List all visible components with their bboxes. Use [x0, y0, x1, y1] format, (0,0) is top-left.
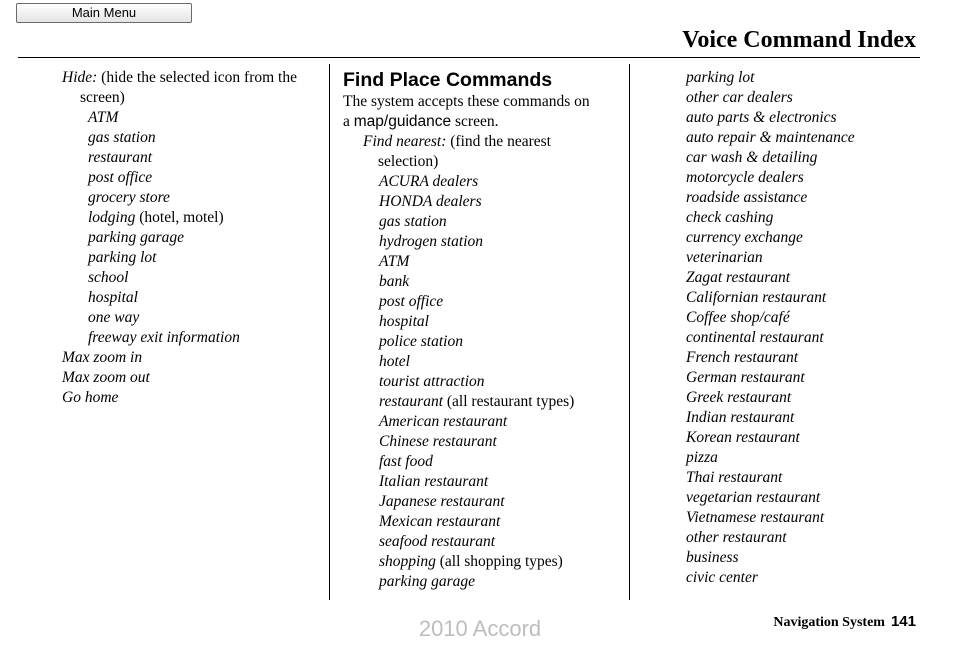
find-item: roadside assistance — [686, 189, 808, 206]
command-go-home: Go home — [62, 389, 119, 406]
header-rule — [18, 57, 920, 58]
hide-item-gas-station: gas station — [88, 129, 156, 146]
find-item: Thai restaurant — [686, 469, 783, 486]
find-item: Vietnamese restaurant — [686, 509, 825, 526]
hide-item-one-way: one way — [88, 309, 140, 326]
find-item-shopping — [343, 552, 625, 572]
hide-description-cont: screen) — [80, 89, 125, 106]
find-nearest-command — [343, 132, 625, 152]
hide-item-post-office: post office — [88, 169, 153, 186]
left-column — [62, 68, 324, 408]
find-item: other car dealers — [686, 89, 793, 106]
find-item: German restaurant — [686, 369, 805, 386]
find-item: Greek restaurant — [686, 389, 792, 406]
find-item: Chinese restaurant — [379, 433, 497, 450]
find-item: Italian restaurant — [379, 473, 489, 490]
find-nearest-description: (find the nearest — [450, 133, 551, 150]
command-max-zoom-in: Max zoom in — [62, 349, 143, 366]
hide-item-freeway-exit: freeway exit information — [88, 329, 240, 346]
hide-item-atm: ATM — [88, 109, 119, 126]
find-item: hotel — [379, 353, 410, 370]
find-item: ATM — [379, 253, 410, 270]
hide-item-hospital: hospital — [88, 289, 138, 306]
middle-column — [343, 68, 625, 592]
find-item: Korean restaurant — [686, 429, 800, 446]
find-item-restaurant — [343, 392, 625, 412]
hide-item-parking-garage: parking garage — [88, 229, 185, 246]
intro-line-1: The system accepts these commands on — [343, 93, 590, 110]
intro-line-2 — [343, 112, 625, 132]
hide-item-school: school — [88, 269, 129, 286]
hide-command — [62, 68, 324, 88]
find-item: civic center — [686, 569, 758, 586]
find-item: Indian restaurant — [686, 409, 795, 426]
find-nearest-term: Find nearest: — [363, 133, 447, 150]
find-item: hospital — [379, 313, 429, 330]
find-item: American restaurant — [379, 413, 508, 430]
map-guidance-link[interactable]: map/guidance — [353, 113, 452, 130]
find-item: parking garage — [379, 573, 476, 590]
page-title: Voice Command Index — [682, 27, 916, 53]
find-item: Zagat restaurant — [686, 269, 791, 286]
find-item: ACURA dealers — [379, 173, 479, 190]
find-item: fast food — [379, 453, 433, 470]
lodging-note: (hotel, motel) — [139, 209, 224, 226]
find-item: parking lot — [686, 69, 755, 86]
restaurant-term: restaurant — [379, 393, 444, 410]
find-item: veterinarian — [686, 249, 763, 266]
hide-item-lodging — [62, 208, 324, 228]
find-item: tourist attraction — [379, 373, 485, 390]
find-item: hydrogen station — [379, 233, 484, 250]
find-item: continental restaurant — [686, 329, 824, 346]
find-item: currency exchange — [686, 229, 803, 246]
find-item: gas station — [379, 213, 447, 230]
find-item: check cashing — [686, 209, 774, 226]
find-item: post office — [379, 293, 444, 310]
find-item: police station — [379, 333, 463, 350]
hide-term: Hide: — [62, 69, 98, 86]
find-item: auto repair & maintenance — [686, 129, 855, 146]
restaurant-note: (all restaurant types) — [446, 393, 575, 410]
intro-a: a — [343, 113, 350, 130]
lodging-term: lodging — [88, 209, 136, 226]
find-item: Coffee shop/café — [686, 309, 790, 326]
find-item: other restaurant — [686, 529, 787, 546]
find-item: bank — [379, 273, 410, 290]
find-item: Californian restaurant — [686, 289, 827, 306]
find-item: pizza — [686, 449, 718, 466]
find-item: seafood restaurant — [379, 533, 496, 550]
page-number: 141 — [890, 613, 916, 630]
watermark: 2010 Accord — [418, 616, 542, 641]
find-nearest-description-cont: selection) — [378, 153, 439, 170]
find-item: French restaurant — [686, 349, 799, 366]
command-max-zoom-out: Max zoom out — [62, 369, 150, 386]
column-divider-left — [329, 64, 330, 600]
find-item: car wash & detailing — [686, 149, 818, 166]
find-item: HONDA dealers — [379, 193, 482, 210]
hide-description: (hide the selected icon from the — [101, 69, 297, 86]
section-heading: Find Place Commands — [343, 69, 553, 91]
column-divider-right — [629, 64, 630, 600]
shopping-term: shopping — [379, 553, 436, 570]
find-item: motorcycle dealers — [686, 169, 804, 186]
find-item: vegetarian restaurant — [686, 489, 821, 506]
intro-screen: screen. — [455, 113, 499, 130]
find-item: auto parts & electronics — [686, 109, 837, 126]
find-item: Mexican restaurant — [379, 513, 501, 530]
right-column — [686, 68, 936, 588]
find-item: Japanese restaurant — [379, 493, 505, 510]
shopping-note: (all shopping types) — [439, 553, 563, 570]
hide-item-parking-lot: parking lot — [88, 249, 157, 266]
main-menu-button[interactable]: Main Menu — [16, 3, 192, 23]
footer-section: Navigation System — [773, 615, 885, 630]
find-item: business — [686, 549, 739, 566]
hide-item-restaurant: restaurant — [88, 149, 153, 166]
hide-item-grocery-store: grocery store — [88, 189, 170, 206]
